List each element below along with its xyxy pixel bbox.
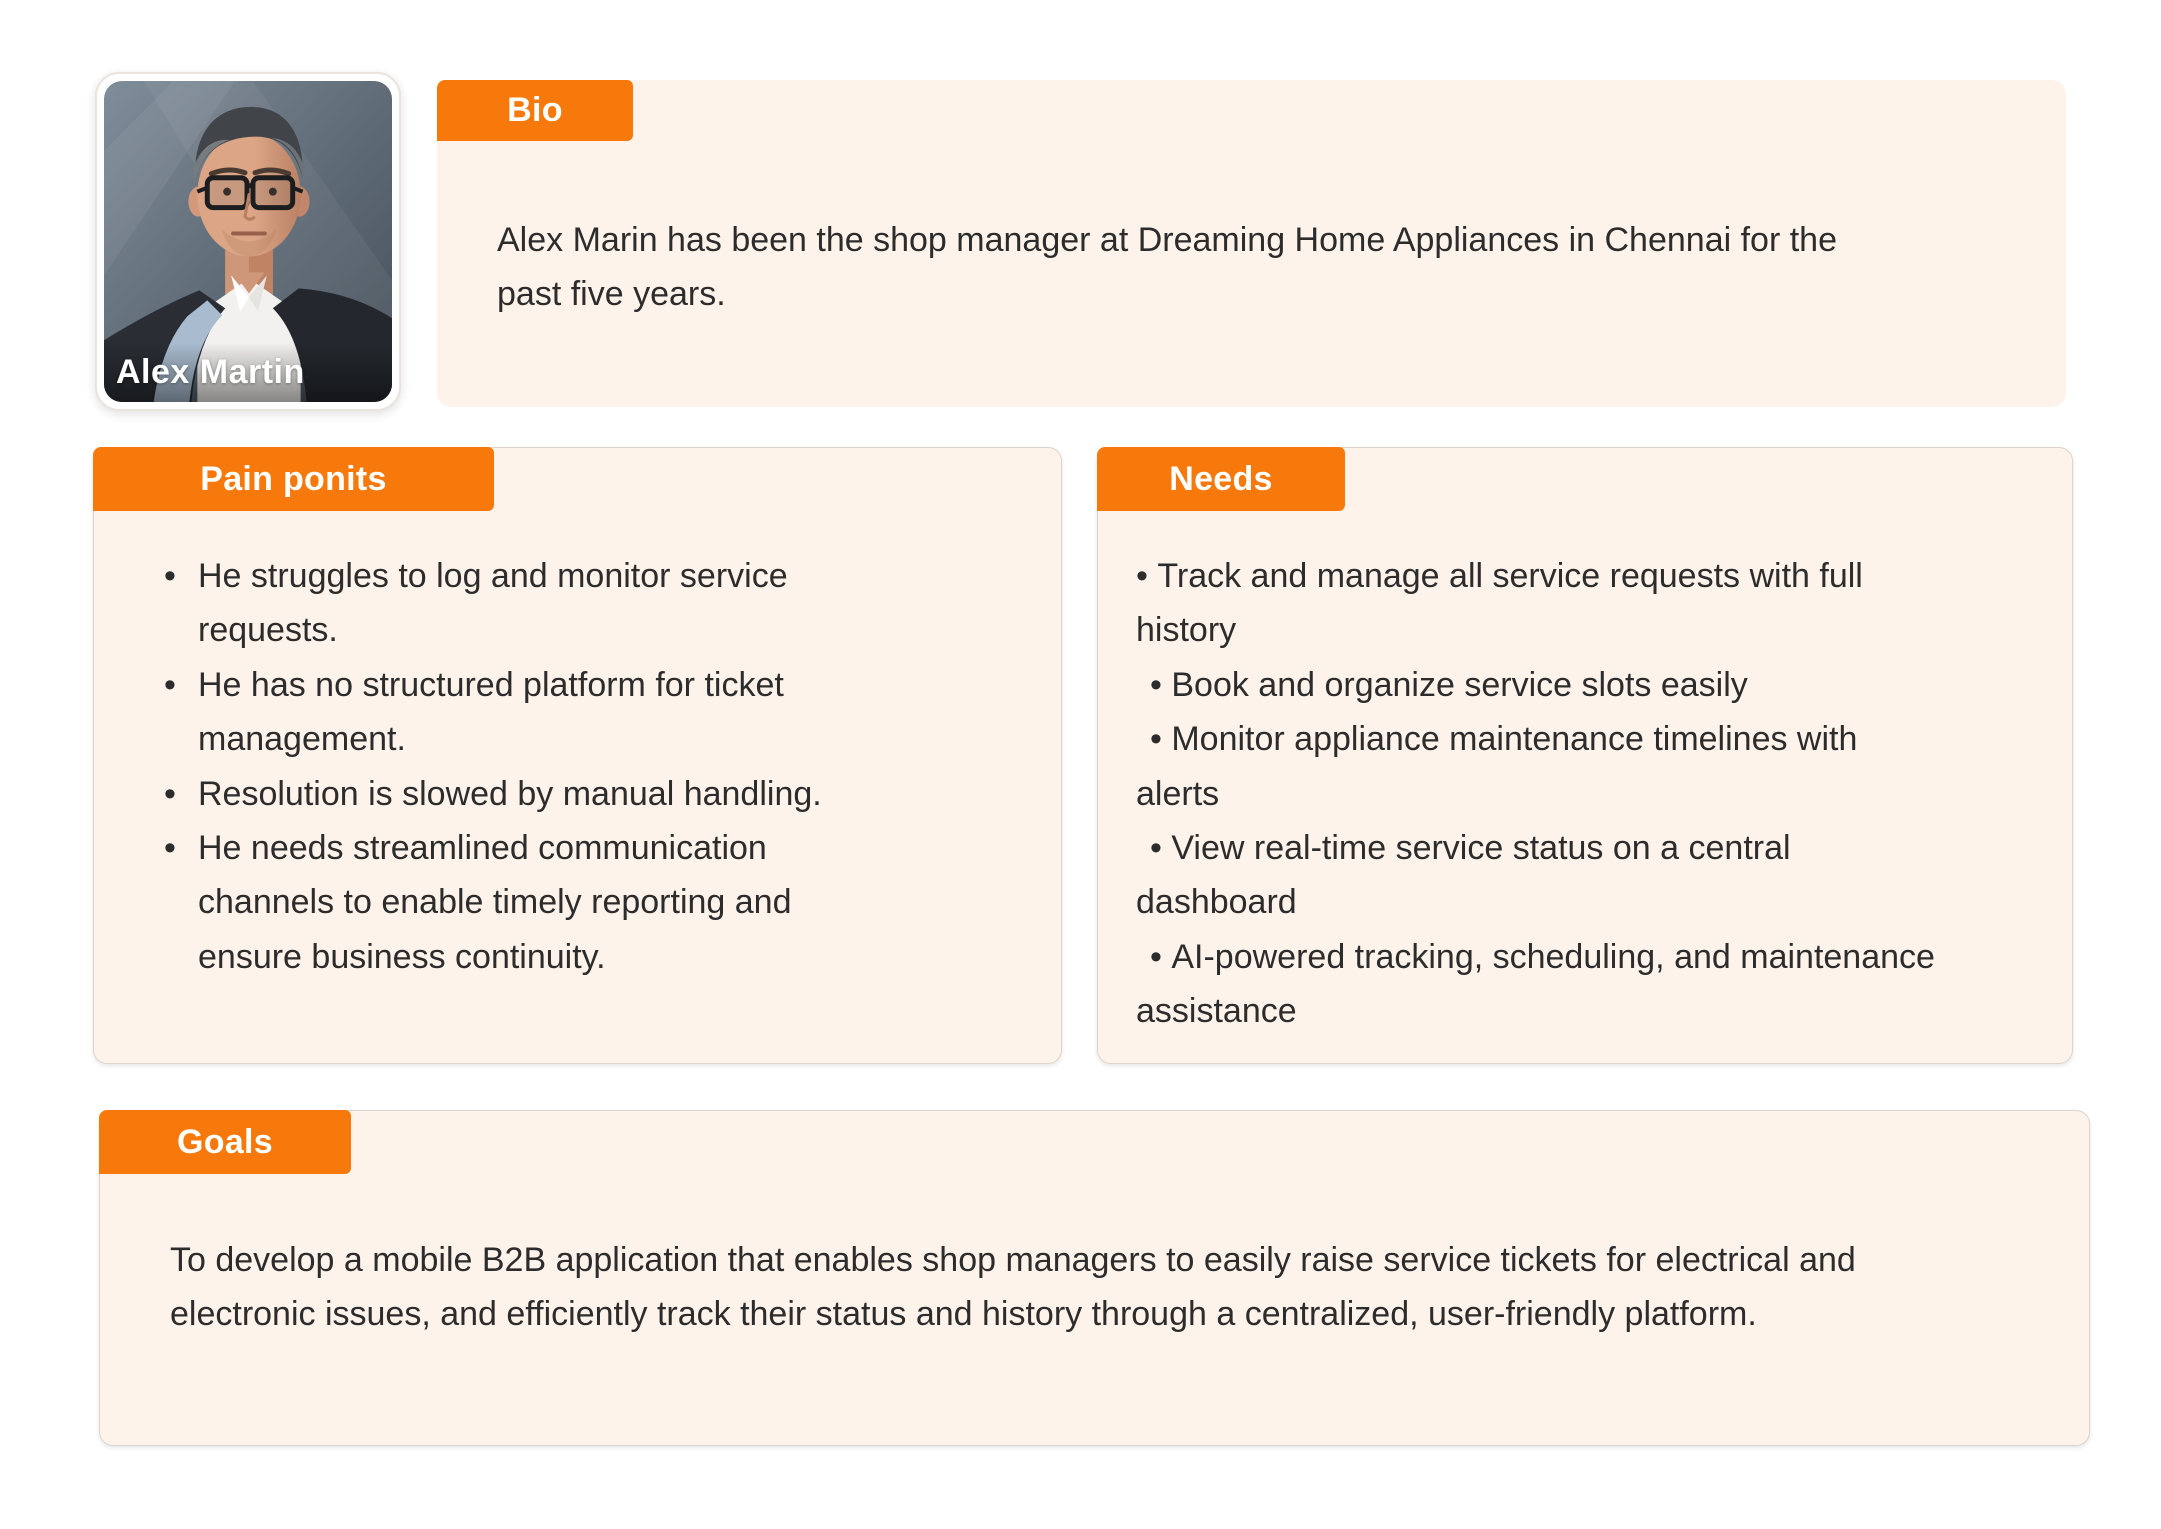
persona-name: Alex Martin — [116, 353, 305, 391]
persona-photo — [104, 81, 392, 402]
goals-panel — [99, 1110, 2090, 1446]
needs-item: • View real-time service status on a central dashboard — [1136, 821, 1936, 930]
pain-points-panel — [93, 447, 1062, 1064]
needs-item: • AI-powered tracking, scheduling, and maintenance assistance — [1136, 930, 1936, 1039]
needs-tab — [1097, 447, 1345, 511]
needs-list — [1136, 549, 1936, 1039]
bio-tab-label: Bio — [507, 91, 563, 129]
pain-point-item: • Resolution is slowed by manual handling. — [158, 767, 878, 821]
persona-photo-card — [95, 72, 401, 411]
pain-points-tab-label: Pain ponits — [200, 459, 387, 498]
needs-tab-label: Needs — [1169, 459, 1273, 498]
needs-item: • Book and organize service slots easily — [1136, 658, 1936, 712]
needs-panel — [1097, 447, 2073, 1064]
pain-points-list — [158, 549, 878, 984]
goals-tab — [99, 1110, 351, 1174]
pain-point-item: • He needs streamlined communication channels to enable timely reporting and ensure business continuity. — [158, 821, 878, 984]
pain-points-tab — [93, 447, 494, 511]
bio-panel — [437, 80, 2066, 407]
goals-text: To develop a mobile B2B application that enables shop managers to easily raise service tickets for electrical and electronic issues, and efficiently track their status and history through a centralized, user-friendly platform. — [170, 1241, 1856, 1334]
needs-item: • Monitor appliance maintenance timelines with alerts — [1136, 712, 1936, 821]
bio-tab — [437, 80, 633, 141]
bio-text: Alex Marin has been the shop manager at Dreaming Home Appliances in Chennai for the past five years. — [497, 221, 1837, 314]
pain-point-item: • He has no structured platform for ticket management. — [158, 658, 878, 767]
goals-tab-label: Goals — [177, 1122, 273, 1161]
pain-point-item: • He struggles to log and monitor service requests. — [158, 549, 878, 658]
needs-item: • Track and manage all service requests with full history — [1136, 549, 1936, 658]
